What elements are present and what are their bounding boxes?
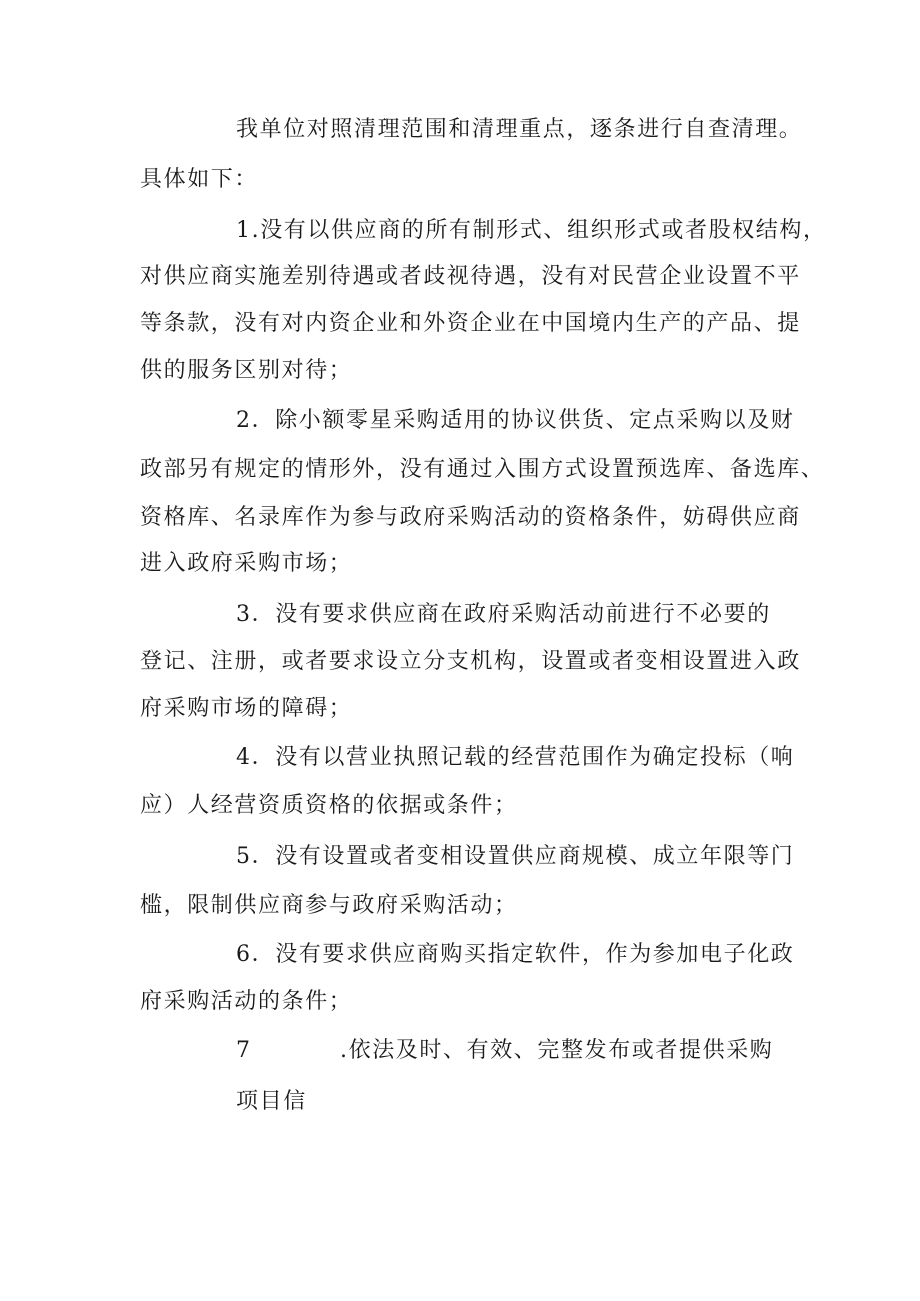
intro-line-2: 具体如下： [140, 167, 259, 192]
item-2-line-2: 政部另有规定的情形外，没有通过入围方式设置预选库、备选库、 [140, 457, 825, 482]
item-7-line-2: 项目信 [236, 1089, 307, 1114]
item-5-line-1: 5．没有设置或者变相设置供应商规模、成立年限等门 [236, 844, 795, 869]
item-6-line-1: 6．没有要求供应商购买指定软件，作为参加电子化政 [236, 942, 795, 967]
item-3-line-1: 3．没有要求供应商在政府采购活动前进行不必要的 [236, 602, 771, 627]
item-1-line-3: 等条款，没有对内资企业和外资企业在中国境内生产的产品、提 [140, 311, 801, 336]
item-1-line-1: 1.没有以供应商的所有制形式、组织形式或者股权结构， [236, 218, 827, 243]
item-4-line-1: 4．没有以营业执照记载的经营范围作为确定投标（响 [236, 745, 795, 770]
item-7-number: 7 [236, 1038, 252, 1063]
item-3-line-3: 府采购市场的障碍； [140, 696, 353, 721]
item-5-line-2: 槛，限制供应商参与政府采购活动； [140, 893, 518, 918]
item-3-line-2: 登记、注册，或者要求设立分支机构，设置或者变相设置进入政 [140, 649, 801, 674]
intro-line-1: 我单位对照清理范围和清理重点，逐条进行自查清理。 [236, 117, 803, 142]
item-2-line-1: 2．除小额零星采购适用的协议供货、定点采购以及财 [236, 408, 795, 433]
item-7-line-1: .依法及时、有效、完整发布或者提供采购 [340, 1038, 774, 1063]
item-4-line-2: 应）人经营资质资格的依据或条件； [140, 793, 518, 818]
item-2-line-4: 进入政府采购市场； [140, 551, 353, 576]
item-1-line-4: 供的服务区别对待； [140, 358, 353, 383]
item-1-line-2: 对供应商实施差别待遇或者歧视待遇，没有对民营企业设置不平 [140, 264, 801, 289]
item-6-line-2: 府采购活动的条件； [140, 989, 353, 1014]
item-2-line-3: 资格库、名录库作为参与政府采购活动的资格条件，妨碍供应商 [140, 505, 801, 530]
